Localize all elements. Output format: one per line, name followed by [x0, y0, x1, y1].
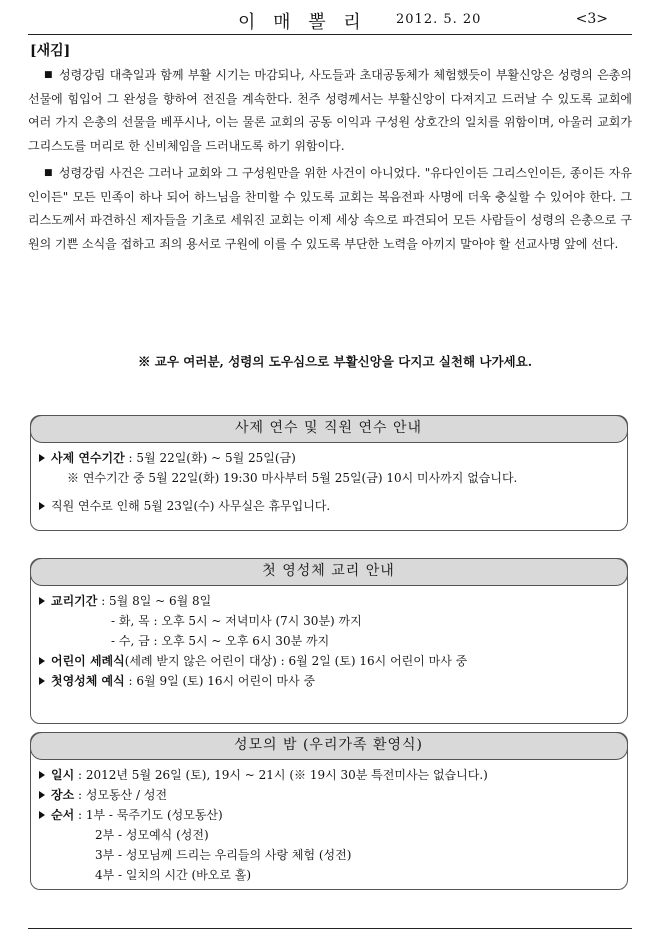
page-number: <3> [575, 11, 608, 27]
triangle-bullet-icon [39, 597, 45, 605]
notice-row [39, 671, 619, 691]
triangle-bullet-icon [39, 771, 45, 779]
notice-body [39, 448, 619, 516]
notice-row [39, 448, 619, 468]
row-text: : 2012년 5월 26일 (토), 19시 ~ 21시 (※ 19시 30분 특전미사는 없습니다.) [74, 768, 488, 782]
issue-date: 2012. 5. 20 [396, 12, 482, 27]
row-label: 첫영성체 예식 [51, 674, 125, 688]
notice-body [39, 591, 619, 691]
bullet-icon: ■ [44, 168, 53, 178]
program-part: 2부 - 성모예식 (성전) [95, 828, 209, 842]
row-label: 순서 [51, 808, 75, 822]
notice-title: 성모의 밤 (우리가족 환영식) [30, 732, 628, 760]
schedule-sub-item: - 화, 목 : 오후 5시 ~ 저녁미사 (7시 30분) 까지 [111, 614, 362, 628]
program-part: 3부 - 성모님께 드리는 우리들의 사랑 체험 (성전) [95, 848, 352, 862]
triangle-bullet-icon [39, 502, 45, 510]
meditation-heading: [새김] [30, 43, 71, 59]
triangle-bullet-icon [39, 791, 45, 799]
meditation-paragraph-2 [28, 162, 632, 256]
row-text: 직원 연수로 인해 5월 23일(수) 사무실은 휴무입니다. [51, 499, 331, 513]
row-text: : 5월 8일 ~ 6월 8일 [97, 594, 212, 608]
row-label: 장소 [51, 788, 75, 802]
row-text: : 1부 - 묵주기도 (성모동산) [74, 808, 223, 822]
notice-row [39, 496, 619, 516]
meditation-section [28, 40, 632, 260]
notice-row [39, 651, 619, 671]
row-text: : 성모동산 / 성전 [74, 788, 168, 802]
notice-title: 첫 영성체 교리 안내 [30, 558, 628, 586]
row-text: : 5월 22일(화) ~ 5월 25일(금) [124, 451, 296, 465]
notice-row [39, 785, 619, 805]
priest-staff-training-notice [30, 415, 628, 531]
triangle-bullet-icon [39, 454, 45, 462]
notice-row [39, 591, 619, 611]
program-part: 4부 - 일치의 시간 (바오로 홀) [95, 868, 252, 882]
notice-title: 사제 연수 및 직원 연수 안내 [30, 415, 628, 443]
triangle-bullet-icon [39, 657, 45, 665]
marian-night-notice [30, 732, 628, 890]
row-label: 일시 [51, 768, 75, 782]
notice-body [39, 765, 619, 885]
meditation-paragraph-1 [28, 64, 632, 158]
paragraph-text: 성령강림 사건은 그러나 교회와 그 구성원만을 위한 사건이 아니었다. "유다인이든 그리스인이든, 종이든 자유인이든" 모든 민족이 하나 되어 하느님을 찬미할 수 있도록 교회는 복음전파 사명에 더욱 충실할 수 있어야 한다. 그리스도께서 파견하신 제자들을 기초로 세워진 교회는 이제 세상 속으로 파견되어 모든 사람들이 성령의 은총으로 구원의 기쁜 소식을 접하고 죄의 용서로 구원에 이를 수 있도록 부단한 노력을 아끼지 말아야 할 선교사명 앞에 선다. [28, 166, 632, 251]
triangle-bullet-icon [39, 677, 45, 685]
triangle-bullet-icon [39, 811, 45, 819]
page-header [28, 8, 632, 35]
row-label: 사제 연수기간 [51, 451, 125, 465]
first-communion-catechism-notice [30, 558, 628, 724]
exhortation: ※ 교우 여러분, 성령의 도우심으로 부활신앙을 다지고 실천해 나가세요. [137, 354, 533, 369]
notice-row [39, 765, 619, 785]
notice-note: ※ 연수기간 중 5월 22일(화) 19:30 마사부터 5월 25일(금) 10시 미사까지 없습니다. [67, 471, 518, 485]
row-label: 교리기간 [51, 594, 98, 608]
footer-rule [28, 928, 632, 929]
bullet-icon: ■ [44, 70, 54, 80]
row-text: : 6월 9일 (토) 16시 어린이 마사 중 [124, 674, 316, 688]
row-label: 어린이 세례식 [51, 654, 125, 668]
row-text: (세례 받지 않은 어린이 대상) : 6월 2일 (토) 16시 어린이 마사 중 [124, 654, 468, 668]
schedule-sub-item: - 수, 금 : 오후 5시 ~ 오후 6시 30분 까지 [111, 634, 330, 648]
paragraph-text: 성령강림 대축일과 함께 부활 시기는 마감되나, 사도들과 초대공동체가 체험했듯이 부활신앙은 성령의 은총의 선물에 힘입어 그 완성을 향하여 전진을 계속한다. 천주 성령께서는 부활신앙이 다져지고 드러날 수 있도록 교회에 여러 가지 은총의 선물을 베푸시나, 이는 물론 교회의 공동 이익과 구성원 상호간의 일치를 위함이며, 아울러 교회가 그리스도를 머리로 한 신비체임을 드러내도록 하기 위함이다. [28, 68, 632, 153]
notice-row [39, 805, 619, 825]
bulletin-title: 이 매 뽈 리 [238, 12, 367, 33]
